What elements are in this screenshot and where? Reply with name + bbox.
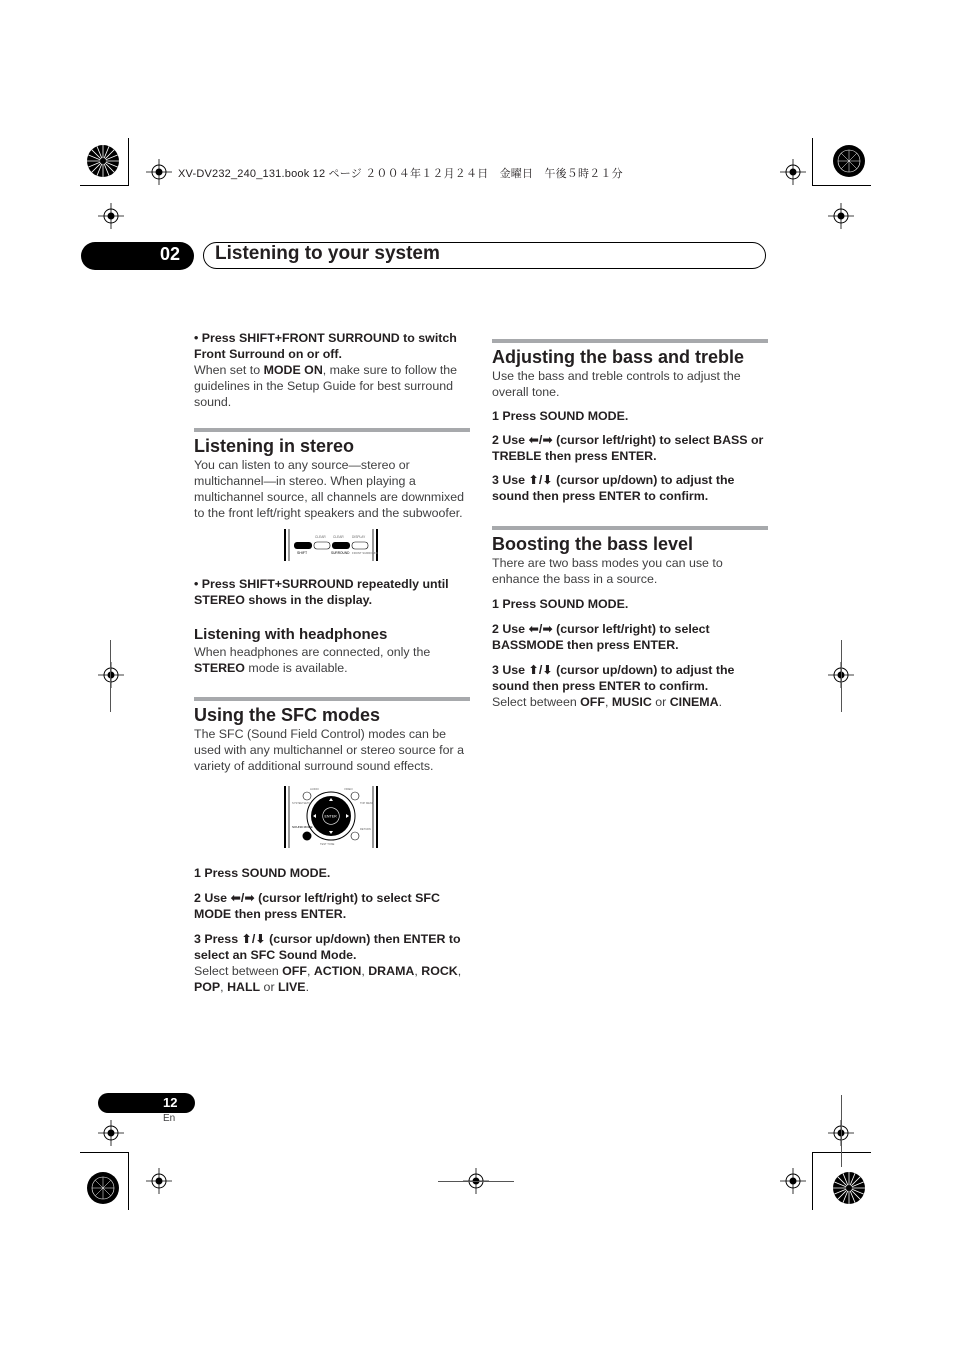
starburst-registration-icon [86,144,120,178]
text-run: , [220,980,228,994]
text-run: or [260,980,279,994]
text-run: , [306,964,314,978]
text-run: , [604,695,612,709]
registration-line [110,640,111,712]
audio-label: AUDIO [310,787,319,791]
crop-mark [812,1152,813,1210]
crosshair-registration-icon [98,1120,124,1146]
text-run: CINEMA [669,695,719,709]
shift-label: SHIFT [297,551,308,555]
text-run: Select between [194,964,283,978]
text-run: , [457,964,462,978]
sfc-step-3-options [194,963,470,995]
bass-level-title: Boosting the bass level [492,534,694,554]
enter-label: ENTER [324,814,337,819]
clear-label: CLEAR [315,535,326,539]
bass-level-step-1: 1 Press SOUND MODE. [492,597,629,611]
crosshair-registration-icon [146,159,172,185]
crosshair-registration-icon [780,159,806,185]
text-run: POP [194,980,221,994]
headphones-body [194,644,470,676]
section-rule [492,526,768,530]
remote-shift-surround-illustration [284,529,378,561]
video-label: VIDEO [344,787,353,791]
page-number-badge [98,1093,195,1113]
section-rule [492,339,768,343]
starburst-registration-icon [832,144,866,178]
crosshair-registration-icon [828,203,854,229]
stereo-step: • Press SHIFT+SURROUND repeatedly until STEREO shows in the display. [194,577,449,607]
top-menu-label: TOP MENU [360,802,374,805]
sfc-step-1: 1 Press SOUND MODE. [194,866,331,880]
text-run: DRAMA [368,964,415,978]
sfc-section-title: Using the SFC modes [194,705,381,725]
crosshair-registration-icon [146,1168,172,1194]
sfc-section-body: The SFC (Sound Field Control) modes can be used with any multichannel or stereo source for a variety of additional surround sound effects. [194,727,464,773]
print-header: XV-DV232_240_131.book 12 ページ ２００４年１２月２４日 金曜日 午後５時２１分 [178,168,623,180]
text-run: HALL [227,980,261,994]
return-label: RETURN [360,828,371,831]
front-surround-step: • Press SHIFT+FRONT SURROUND to switch Front Surround on or off. [194,331,457,361]
bass-treble-step-3: 3 Use ⬆/⬇ (cursor up/down) to adjust the sound then press ENTER to confirm. [492,473,735,503]
section-rule [194,697,470,701]
text-run: , [361,964,369,978]
crop-mark [128,1152,129,1210]
crop-mark [812,138,813,186]
surround-label: SURROUND [331,551,350,555]
registration-line [841,640,842,712]
text-run: OFF [282,964,307,978]
front-surround-note [194,362,470,410]
right-column [492,339,768,710]
starburst-registration-icon [86,1171,120,1205]
crop-mark [80,1152,128,1153]
bass-treble-title: Adjusting the bass and treble [492,347,745,367]
sound-mode-label: SOUND MODE [292,825,313,829]
crop-mark [813,1152,871,1153]
text-run: STEREO [194,661,245,675]
text-run: When set to [194,363,264,377]
crop-mark [813,185,871,186]
page-number: 12 [163,1095,178,1110]
crop-mark [128,138,129,186]
text-run: . [718,695,723,709]
chapter-number: 02 [160,244,181,264]
text-run: Select between [492,695,581,709]
sfc-step-2: 2 Use ⬅/➡ (cursor left/right) to select SFC MODE then press ENTER. [194,891,440,921]
bass-treble-step-2: 2 Use ⬅/➡ (cursor left/right) to select BASS or TREBLE then press ENTER. [492,433,764,463]
text-run: MODE ON [263,363,323,377]
section-rule [194,428,470,432]
text-run: . [305,980,310,994]
page-language: En [163,1113,176,1124]
text-run: mode is available. [244,661,348,675]
chapter-title: Listening to your system [215,243,440,264]
remote-sound-mode-illustration [284,786,378,848]
headphones-title: Listening with headphones [194,626,388,643]
bass-level-step-3-options [492,694,768,710]
starburst-registration-icon [832,1171,866,1205]
text-run: ROCK [421,964,458,978]
crosshair-registration-icon [98,662,124,688]
test-tone-label: TEST TONE [320,843,335,846]
registration-line [438,1181,514,1182]
system-setup-label: SYSTEM SETUP [292,802,313,805]
sfc-step-3: 3 Press ⬆/⬇ (cursor up/down) then ENTER to select an SFC Sound Mode. [194,932,461,962]
display-label: DISPLAY [352,535,366,539]
stereo-section-body: You can listen to any source—stereo or multichannel—in stereo. When playing a multichannel source, all channels are downmixed to the front left/right speakers and the subwoofer. [194,458,464,520]
text-run: LIVE [278,980,306,994]
stereo-section-title: Listening in stereo [194,436,355,456]
registration-line [841,1095,842,1167]
text-run: OFF [580,695,605,709]
bass-treble-body: Use the bass and treble controls to adjust the overall tone. [492,369,741,399]
bass-level-step-3: 3 Use ⬆/⬇ (cursor up/down) to adjust the sound then press ENTER to confirm. [492,663,735,693]
crop-mark [80,185,128,186]
text-run: , make sure to follow the guidelines in the Setup Guide for best surround sound. [194,363,458,409]
bass-level-body: There are two bass modes you can use to enhance the bass in a source. [492,556,723,586]
bass-level-step-2: 2 Use ⬅/➡ (cursor left/right) to select BASSMODE then press ENTER. [492,622,710,652]
crosshair-registration-icon [98,203,124,229]
text-run: MUSIC [611,695,652,709]
left-column [194,330,470,995]
bass-treble-step-1: 1 Press SOUND MODE. [492,409,629,423]
text-run: , [414,964,422,978]
clear-label-2: CLEAR [333,535,344,539]
front-surround-label: FRONT SURROUND [352,551,378,555]
text-run: When headphones are connected, only the [194,645,431,659]
text-run: or [651,695,670,709]
text-run: ACTION [313,964,362,978]
crosshair-registration-icon [780,1168,806,1194]
